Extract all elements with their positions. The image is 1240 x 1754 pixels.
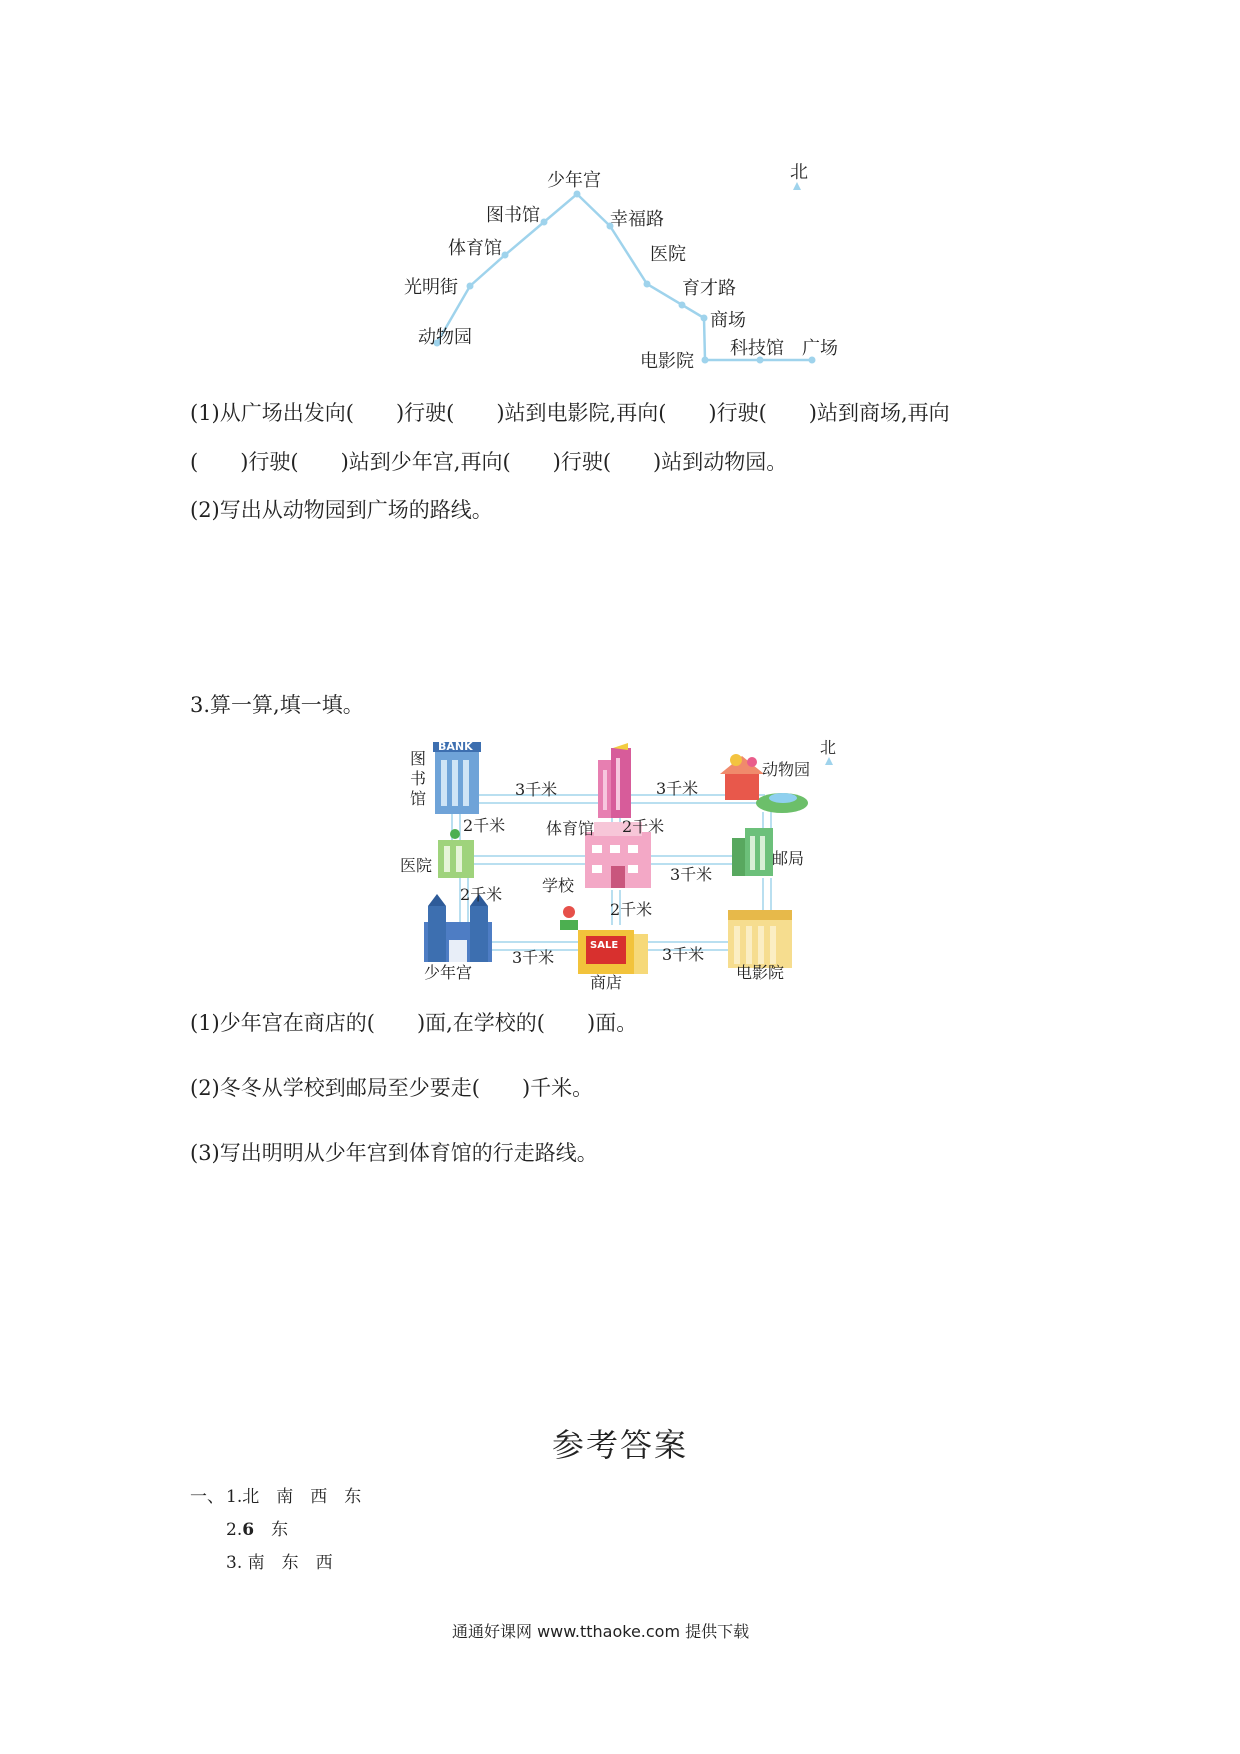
place-zoo: 动物园 [762, 760, 811, 779]
dist-library-stadium: 3千米 [515, 780, 558, 799]
place-shop: 商店 [590, 973, 623, 992]
q3-part2: (2)冬冬从学校到邮局至少要走( )千米。 [190, 1076, 594, 1100]
stadium-building-icon [598, 743, 631, 818]
footer-text: 通通好课网 www.tthaoke.com 提供下载 [452, 1622, 750, 1641]
bank-sign: BANK [438, 740, 473, 753]
shop-sign: SALE [590, 940, 619, 951]
station-shangchang: 商场 [710, 310, 746, 331]
map2-north-label: 北 [820, 738, 837, 757]
answer-line-2-rest: 东 [254, 1520, 289, 1540]
dist-shop-cinema: 3千米 [662, 945, 705, 964]
dist-school-post: 3千米 [670, 865, 713, 884]
place-school: 学校 [542, 876, 575, 895]
q3-part3: (3)写出明明从少年宫到体育馆的行走路线。 [190, 1141, 598, 1165]
dist-stadium-school: 2千米 [622, 817, 665, 836]
place-stadium: 体育馆 [546, 819, 595, 838]
place-hospital: 医院 [400, 856, 433, 875]
q3-heading: 3.算一算,填一填。 [190, 693, 364, 717]
hospital-building-icon [438, 829, 474, 878]
station-tushuguan: 图书馆 [486, 205, 540, 226]
station-guangmingjie: 光明街 [404, 277, 458, 298]
dist-school-shop: 2千米 [610, 900, 653, 919]
north-label: 北 [790, 162, 808, 183]
station-guangchang: 广场 [802, 338, 838, 359]
station-tiyuguan: 体育馆 [448, 238, 502, 259]
dist-youth-shop: 3千米 [512, 948, 555, 967]
place-library-3: 馆 [410, 789, 427, 808]
answer-line-2 [226, 1515, 288, 1540]
station-xingfulu: 幸福路 [610, 209, 664, 230]
q3-part1: (1)少年宫在商店的( )面,在学校的( )面。 [190, 1011, 638, 1035]
place-post-office: 邮局 [772, 849, 805, 868]
q2-part1-line2: ( )行驶( )站到少年宫,再向( )行驶( )站到动物园。 [190, 450, 788, 474]
answers-title: 参考答案 [552, 1426, 689, 1464]
north-arrow-icon-2 [825, 757, 833, 765]
station-dongwuyuan: 动物园 [418, 327, 472, 348]
dist-stadium-zoo: 3千米 [656, 779, 699, 798]
station-shaoniangong: 少年宫 [547, 170, 601, 191]
q2-part2: (2)写出从动物园到广场的路线。 [190, 498, 493, 522]
answer-line-1: 1.北 南 西 东 [226, 1487, 362, 1507]
answer-line-3: 3. 南 东 西 [226, 1553, 333, 1573]
post-office-building-icon [732, 828, 773, 876]
dist-library-hospital: 2千米 [463, 816, 506, 835]
place-library-2: 书 [410, 769, 427, 788]
place-cinema: 电影院 [736, 963, 785, 982]
answer-line-2-val: 6 [242, 1520, 255, 1540]
answer-line-2-num: 2. [226, 1520, 243, 1540]
station-yiyuan: 医院 [650, 244, 686, 265]
place-library-1: 图 [410, 749, 427, 768]
q2-part1-line1: (1)从广场出发向( )行驶( )站到电影院,再向( )行驶( )站到商场,再向 [190, 401, 950, 425]
station-kejiguan: 科技馆 [730, 338, 784, 359]
dist-hospital-youth: 2千米 [460, 885, 503, 904]
place-youth-palace: 少年宫 [424, 963, 473, 982]
station-dianyingyuan: 电影院 [640, 351, 694, 372]
answers-section-label: 一、 [190, 1487, 224, 1507]
station-yucailu: 育才路 [682, 278, 736, 299]
